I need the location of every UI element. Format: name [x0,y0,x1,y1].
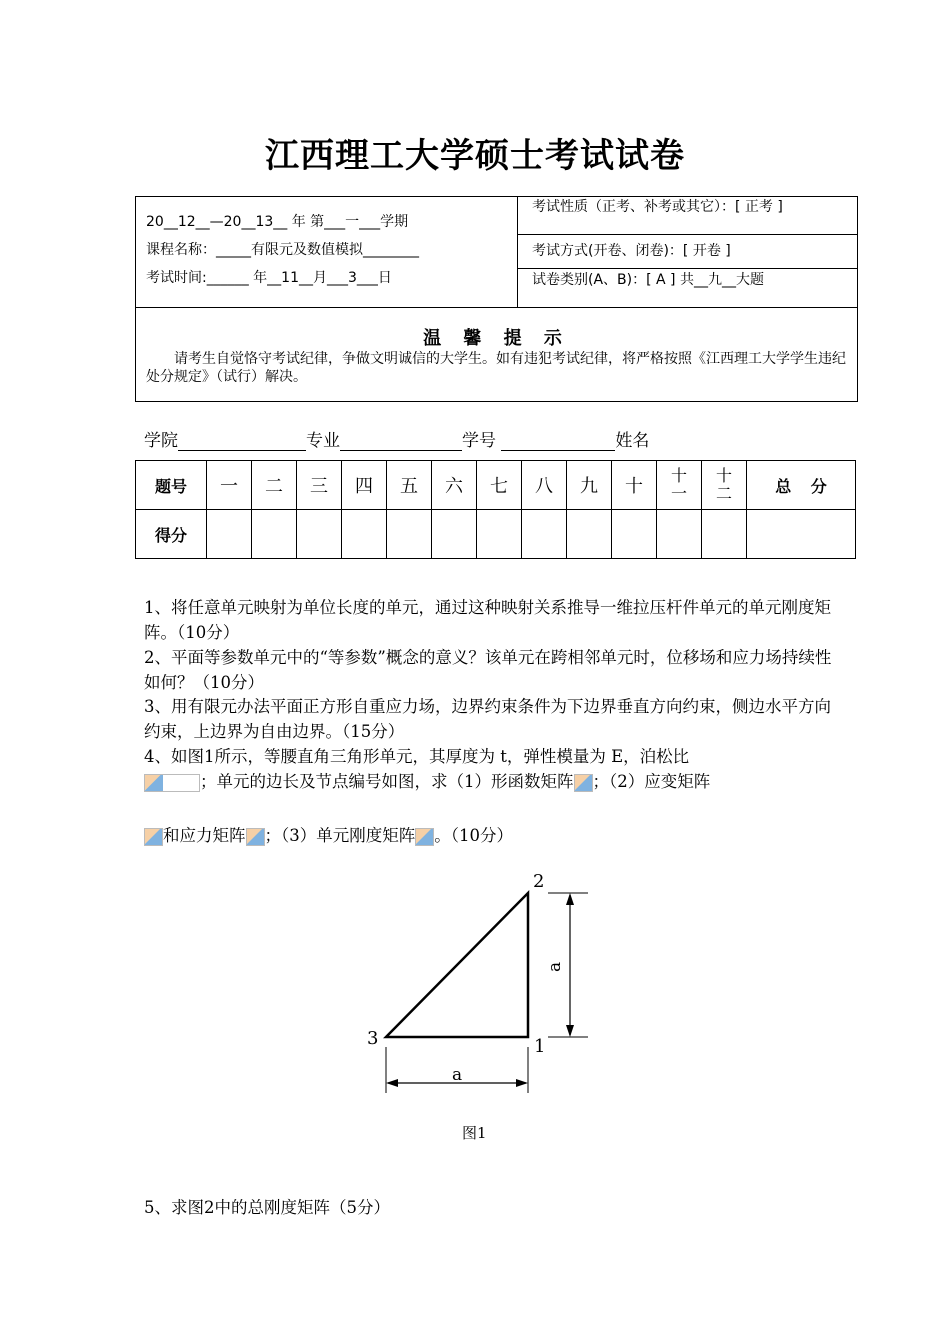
major-label: 专业 [306,431,340,451]
score-table-header-row [136,461,856,510]
q-num-10: 十 [612,461,657,510]
college-input[interactable] [178,432,306,451]
exam-info-box [135,196,858,402]
q-num-11-top: 十 [670,465,687,485]
score-cell[interactable] [477,510,522,559]
exam-info-right [518,197,857,307]
triangle-element-figure [350,860,610,1100]
exam-title: 江西理工大学硕士考试试卷 [265,136,685,176]
student-id-input[interactable] [501,432,615,451]
node-1-label: 1 [534,1036,546,1057]
question-4-part-c: ；（2）应变矩阵 [592,772,711,791]
dimension-vertical-label: a [545,961,565,972]
q-num-3: 三 [297,461,342,510]
question-4-continued [144,823,844,848]
stress-matrix-image-icon [246,828,265,846]
q-num-7: 七 [477,461,522,510]
warm-tips-title: 温 馨 提 示 [423,328,570,349]
course-name-line: 课程名称：_____有限元及数值模拟________ [146,242,419,258]
question-4-part-e: ；（3）单元刚度矩阵 [264,826,416,845]
arrowhead-top [566,893,574,905]
score-table [135,460,856,559]
score-cell[interactable] [252,510,297,559]
shape-matrix-image-icon [574,774,593,792]
major-input[interactable] [340,432,462,451]
arrowhead-right [516,1079,528,1087]
q-num-11 [657,461,702,510]
q-num-4: 四 [342,461,387,510]
question-4 [144,744,844,794]
stiffness-matrix-image-icon [415,828,434,846]
total-label: 总 分 [747,461,856,510]
q-num-5: 五 [387,461,432,510]
question-4-part-d: 和应力矩阵 [163,826,246,845]
score-cell[interactable] [702,510,747,559]
question-number-label: 题号 [136,461,207,510]
score-cell[interactable] [657,510,702,559]
q-num-2: 二 [252,461,297,510]
question-2: 2、平面等参数单元中的“等参数”概念的意义？该单元在跨相邻单元时，位移场和应力场持续性如何？（10分） [144,648,832,692]
warm-tips [136,307,857,401]
q-num-6: 六 [432,461,477,510]
college-label: 学院 [144,431,178,451]
score-table-score-row [136,510,856,559]
score-cell[interactable] [207,510,252,559]
q-num-8: 八 [522,461,567,510]
score-cell[interactable] [297,510,342,559]
score-cell[interactable] [387,510,432,559]
score-cell[interactable] [522,510,567,559]
poisson-ratio-image-icon [144,774,200,792]
q-num-12-bottom: 二 [715,483,732,503]
node-3-label: 3 [367,1028,379,1049]
total-score-cell[interactable] [747,510,856,559]
question-5: 5、求图2中的总刚度矩阵（5分） [144,1198,390,1217]
dimension-horizontal-label: a [452,1065,463,1085]
arrowhead-bottom [566,1025,574,1037]
name-label: 姓名 [615,431,650,451]
score-label: 得分 [136,510,207,559]
node-2-label: 2 [533,871,545,892]
arrowhead-left [386,1079,398,1087]
q-num-1: 一 [207,461,252,510]
q-num-9: 九 [567,461,612,510]
exam-info-left [136,197,518,307]
strain-matrix-image-icon [144,828,163,846]
exam-nature: 考试性质（正考、补考或其它）：[ 正考 ] [518,197,857,235]
question-1: 1、将任意单元映射为单位长度的单元，通过这种映射关系推导一维拉压杆件单元的单元刚度矩阵。（10分） [144,598,831,642]
score-cell[interactable] [612,510,657,559]
question-3: 3、用有限元办法平面正方形自重应力场，边界约束条件为下边界垂直方向约束，侧边水平方向约束，上边界为自由边界。（15分） [144,697,831,741]
question-4-part-f: 。（10分） [434,826,513,845]
score-cell[interactable] [432,510,477,559]
q-num-12 [702,461,747,510]
q-num-12-top: 十 [715,465,732,485]
score-cell[interactable] [567,510,612,559]
student-id-label: 学号 [462,431,496,451]
q-num-11-bottom: 一 [670,483,687,503]
exam-time-line: 考试时间:______ 年__11__月___3___日 [146,270,392,286]
student-fields [144,426,649,451]
exam-method: 考试方式(开卷、闭卷)：[ 开卷 ] [518,235,857,269]
warm-tips-body: 请考生自觉恪守考试纪律，争做文明诚信的大学生。如有违犯考试纪律，将严格按照《江西理工大学学生违纪处分规定》（试行）解决。 [146,351,846,385]
question-4-part-a: 4、如图1所示，等腰直角三角形单元，其厚度为 t，弹性模量为 E，泊松比 [144,747,690,766]
figure-caption: 图1 [462,1124,487,1142]
score-cell[interactable] [342,510,387,559]
question-4-part-b: ；单元的边长及节点编号如图，求（1）形函数矩阵 [200,772,574,791]
paper-category: 试卷类别(A、B)：[ A ] 共__九__大题 [532,272,764,288]
semester-line: 20__12__—20__13__ 年 第___一___学期 [146,214,409,230]
triangle-element [386,893,528,1037]
